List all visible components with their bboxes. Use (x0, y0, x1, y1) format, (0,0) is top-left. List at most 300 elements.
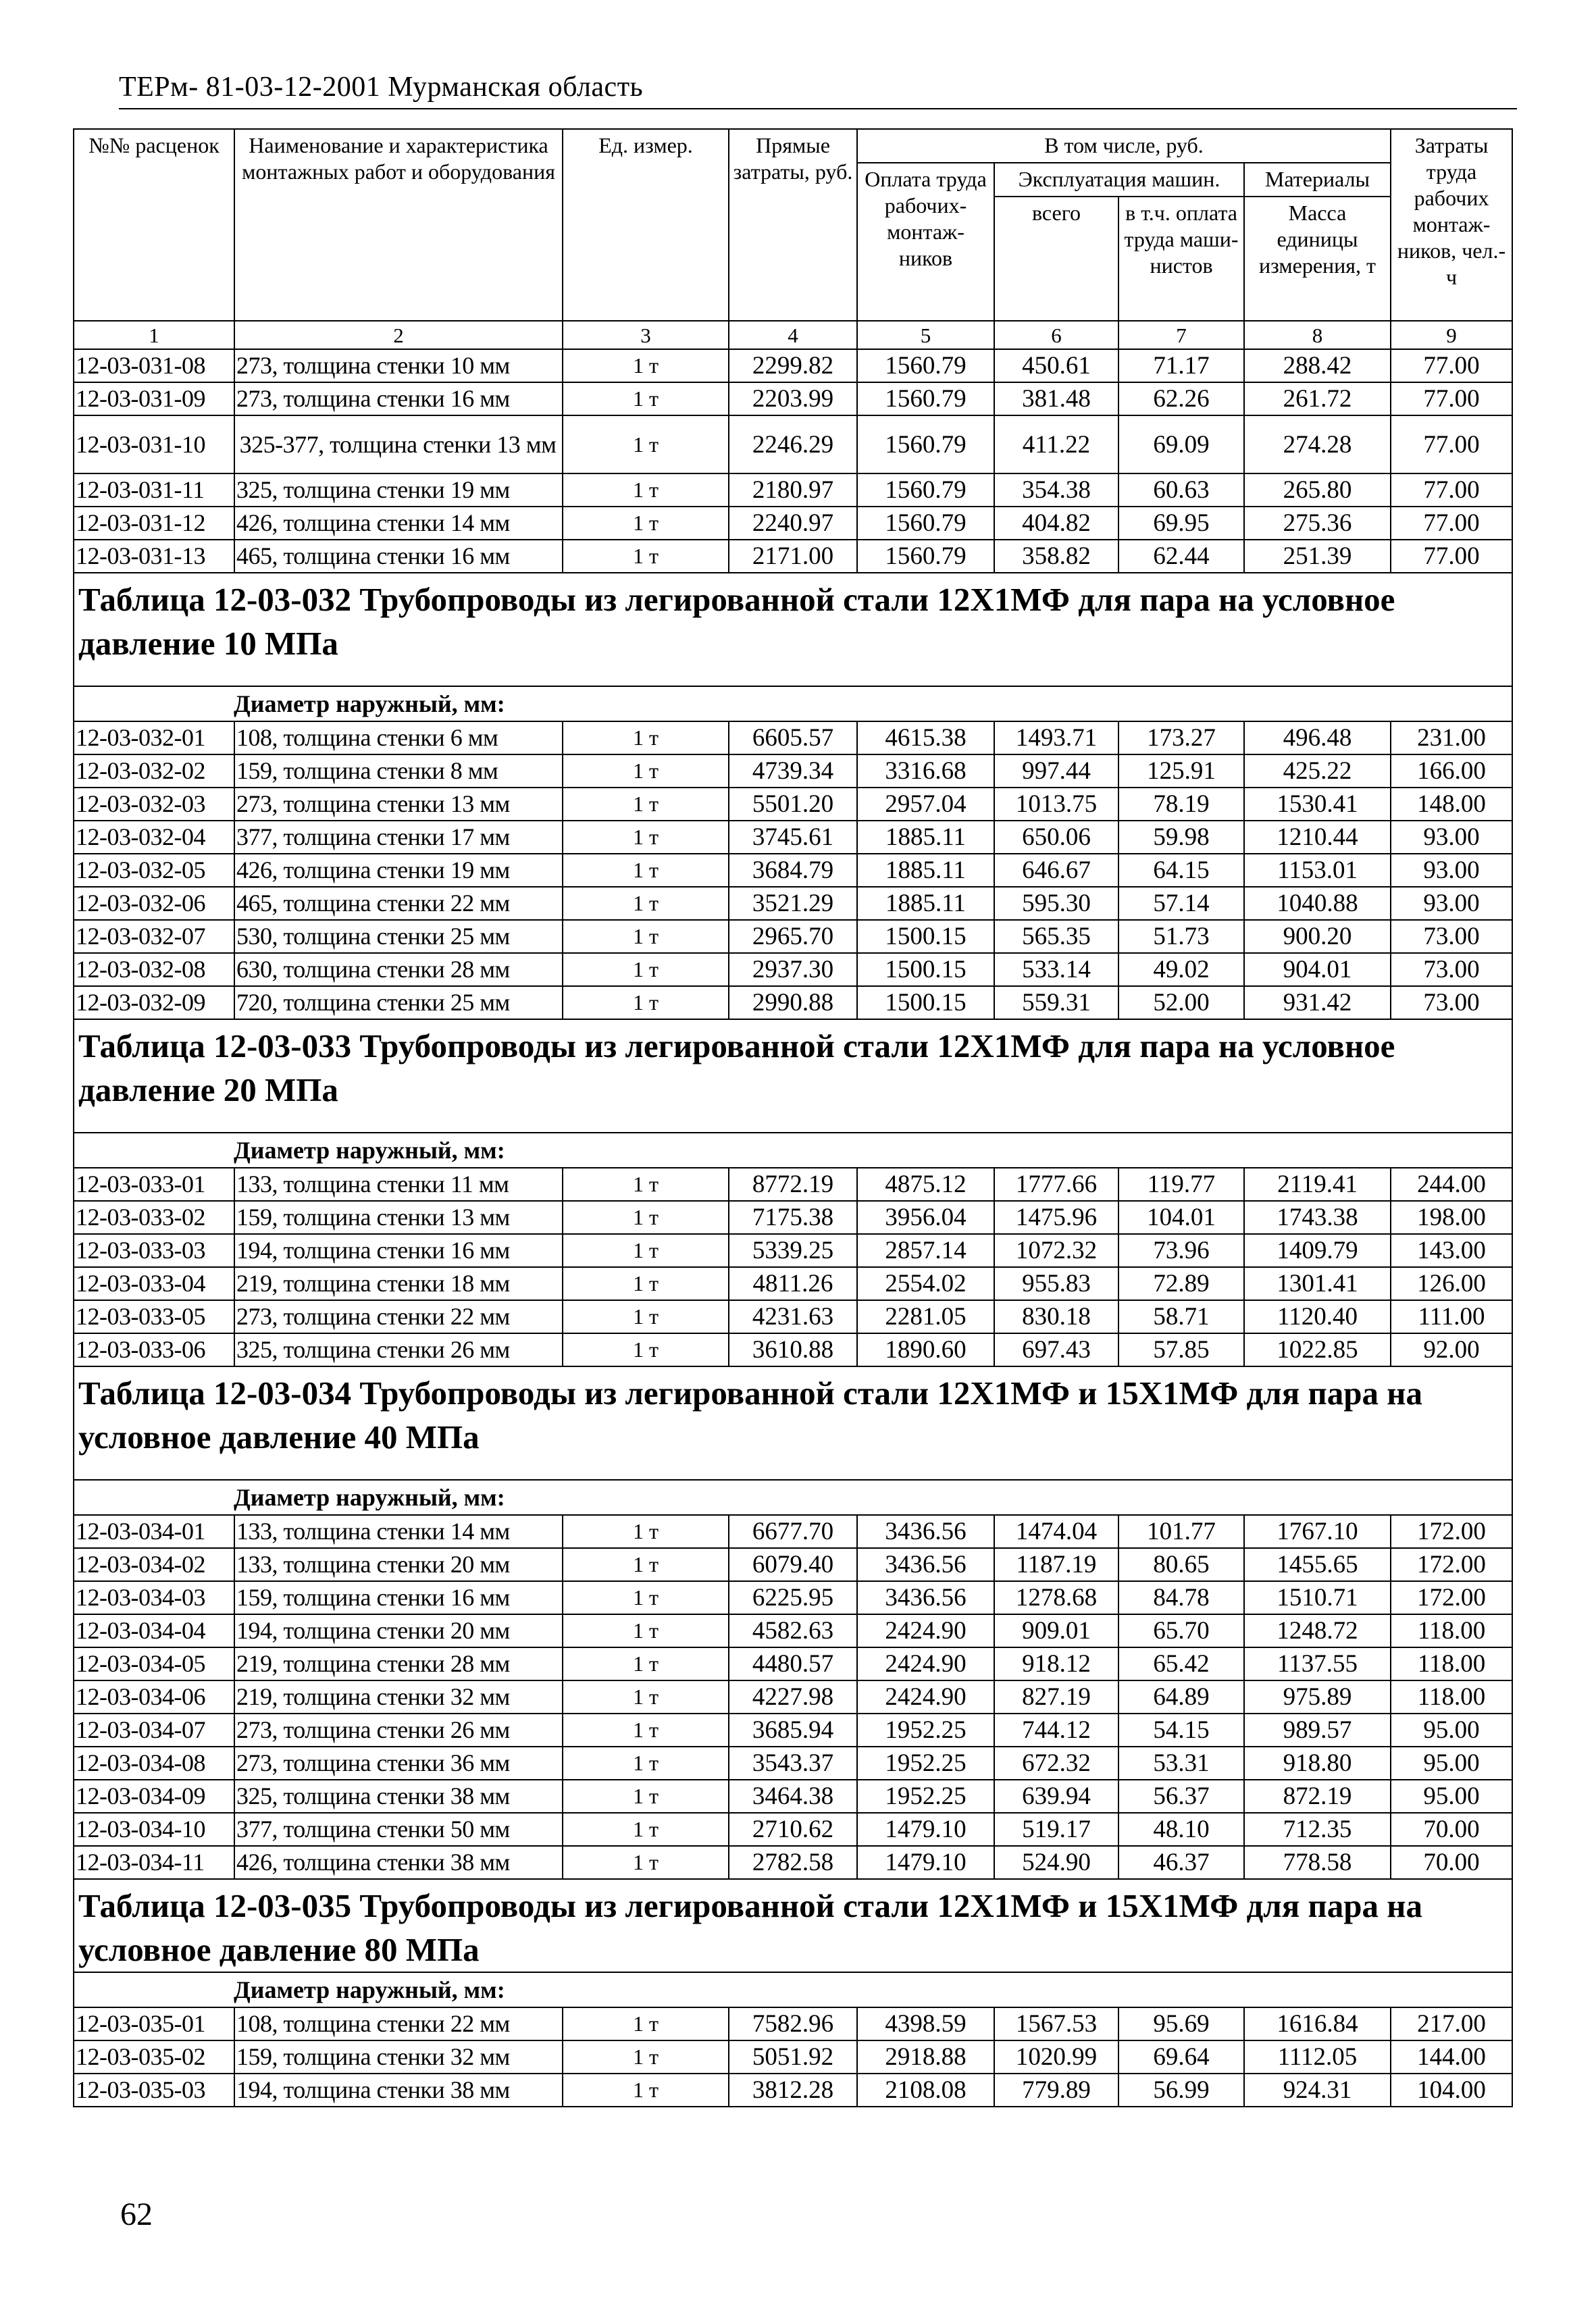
machinists-pay: 60.63 (1118, 473, 1244, 507)
labor-pay: 3316.68 (857, 754, 994, 788)
table-row (74, 721, 1512, 754)
labor-pay: 1560.79 (857, 473, 994, 507)
rate-code: 12-03-032-05 (74, 854, 234, 887)
machinists-pay: 73.96 (1118, 1234, 1244, 1267)
materials-cost: 274.28 (1244, 415, 1391, 473)
column-number: 3 (563, 321, 729, 349)
labor-hours: 118.00 (1391, 1647, 1512, 1680)
materials-cost: 1616.84 (1244, 2007, 1391, 2040)
labor-hours: 244.00 (1391, 1168, 1512, 1201)
labor-pay: 1952.25 (857, 1714, 994, 1747)
rate-code: 12-03-031-08 (74, 349, 234, 382)
unit-of-measure: 1 т (563, 721, 729, 754)
labor-hours: 77.00 (1391, 507, 1512, 540)
machinists-pay: 101.77 (1118, 1515, 1244, 1548)
unit-of-measure: 1 т (563, 473, 729, 507)
machine-operation-total: 672.32 (994, 1747, 1118, 1780)
direct-costs: 3610.88 (729, 1333, 857, 1366)
materials-cost: 975.89 (1244, 1680, 1391, 1714)
direct-costs: 4231.63 (729, 1300, 857, 1333)
direct-costs: 5501.20 (729, 788, 857, 821)
direct-costs: 2171.00 (729, 540, 857, 573)
machinists-pay: 57.85 (1118, 1333, 1244, 1366)
rate-code: 12-03-033-04 (74, 1267, 234, 1300)
labor-hours: 111.00 (1391, 1300, 1512, 1333)
machine-operation-total: 358.82 (994, 540, 1118, 573)
diameter-subheading-row (74, 1133, 1512, 1168)
header-materials: Материалы (1244, 163, 1391, 197)
labor-pay: 1952.25 (857, 1780, 994, 1813)
table-section-title-row (74, 1366, 1512, 1480)
rate-code: 12-03-035-02 (74, 2040, 234, 2074)
work-name: 273, толщина стенки 10 мм (234, 349, 563, 382)
table-row (74, 1747, 1512, 1780)
direct-costs: 4582.63 (729, 1614, 857, 1647)
unit-of-measure: 1 т (563, 754, 729, 788)
materials-cost: 1120.40 (1244, 1300, 1391, 1333)
labor-hours: 144.00 (1391, 2040, 1512, 2074)
direct-costs: 4811.26 (729, 1267, 857, 1300)
materials-cost: 496.48 (1244, 721, 1391, 754)
machine-operation-total: 697.43 (994, 1333, 1118, 1366)
machinists-pay: 65.42 (1118, 1647, 1244, 1680)
unit-of-measure: 1 т (563, 1168, 729, 1201)
rate-code: 12-03-034-01 (74, 1515, 234, 1548)
direct-costs: 5051.92 (729, 2040, 857, 2074)
labor-pay: 1885.11 (857, 887, 994, 920)
unit-of-measure: 1 т (563, 1680, 729, 1714)
rate-code: 12-03-032-04 (74, 821, 234, 854)
work-name: 325, толщина стенки 38 мм (234, 1780, 563, 1813)
materials-cost: 989.57 (1244, 1714, 1391, 1747)
header-code: №№ расценок (74, 129, 234, 321)
labor-pay: 4875.12 (857, 1168, 994, 1201)
work-name: 273, толщина стенки 22 мм (234, 1300, 563, 1333)
machine-operation-total: 381.48 (994, 382, 1118, 415)
direct-costs: 3745.61 (729, 821, 857, 854)
column-number: 7 (1118, 321, 1244, 349)
unit-of-measure: 1 т (563, 1300, 729, 1333)
labor-pay: 1560.79 (857, 349, 994, 382)
machine-operation-total: 650.06 (994, 821, 1118, 854)
table-row (74, 953, 1512, 986)
direct-costs: 6079.40 (729, 1548, 857, 1581)
unit-of-measure: 1 т (563, 1780, 729, 1813)
machinists-pay: 48.10 (1118, 1813, 1244, 1846)
labor-hours: 73.00 (1391, 953, 1512, 986)
work-name: 133, толщина стенки 11 мм (234, 1168, 563, 1201)
machine-operation-total: 997.44 (994, 754, 1118, 788)
machine-operation-total: 646.67 (994, 854, 1118, 887)
unit-of-measure: 1 т (563, 887, 729, 920)
labor-hours: 77.00 (1391, 415, 1512, 473)
work-name: 325, толщина стенки 19 мм (234, 473, 563, 507)
unit-of-measure: 1 т (563, 1747, 729, 1780)
machinists-pay: 57.14 (1118, 887, 1244, 920)
labor-hours: 77.00 (1391, 540, 1512, 573)
machinists-pay: 64.89 (1118, 1680, 1244, 1714)
labor-hours: 172.00 (1391, 1548, 1512, 1581)
work-name: 219, толщина стенки 18 мм (234, 1267, 563, 1300)
unit-of-measure: 1 т (563, 382, 729, 415)
work-name: 273, толщина стенки 13 мм (234, 788, 563, 821)
table-row (74, 540, 1512, 573)
direct-costs: 6225.95 (729, 1581, 857, 1614)
materials-cost: 918.80 (1244, 1747, 1391, 1780)
machinists-pay: 72.89 (1118, 1267, 1244, 1300)
page-number: 62 (120, 2196, 153, 2232)
materials-cost: 1530.41 (1244, 788, 1391, 821)
materials-cost: 2119.41 (1244, 1168, 1391, 1201)
rate-code: 12-03-034-03 (74, 1581, 234, 1614)
diameter-subheading: Диаметр наружный, мм: (74, 1133, 1512, 1168)
table-section-title: Таблица 12-03-033 Трубопроводы из легированной стали 12Х1МФ для пара на условное давление 20 МПа (74, 1019, 1512, 1133)
materials-cost: 1040.88 (1244, 887, 1391, 920)
machinists-pay: 46.37 (1118, 1846, 1244, 1879)
unit-of-measure: 1 т (563, 1548, 729, 1581)
machinists-pay: 59.98 (1118, 821, 1244, 854)
labor-pay: 1885.11 (857, 854, 994, 887)
materials-cost: 931.42 (1244, 986, 1391, 1019)
labor-pay: 2857.14 (857, 1234, 994, 1267)
labor-pay: 1479.10 (857, 1813, 994, 1846)
table-row (74, 854, 1512, 887)
header-machinists-pay: в т.ч. оплата труда маши-нистов (1118, 197, 1244, 321)
column-number: 1 (74, 321, 234, 349)
table-section-title-row (74, 1879, 1512, 1972)
labor-hours: 92.00 (1391, 1333, 1512, 1366)
machinists-pay: 119.77 (1118, 1168, 1244, 1201)
labor-pay: 1885.11 (857, 821, 994, 854)
work-name: 273, толщина стенки 16 мм (234, 382, 563, 415)
work-name: 108, толщина стенки 22 мм (234, 2007, 563, 2040)
header-name: Наименование и характеристика монтажных работ и оборудования (234, 129, 563, 321)
machine-operation-total: 450.61 (994, 349, 1118, 382)
diameter-subheading: Диаметр наружный, мм: (74, 1972, 1512, 2007)
direct-costs: 2180.97 (729, 473, 857, 507)
machine-operation-total: 565.35 (994, 920, 1118, 953)
labor-hours: 148.00 (1391, 788, 1512, 821)
diameter-subheading: Диаметр наружный, мм: (74, 686, 1512, 721)
rate-code: 12-03-032-07 (74, 920, 234, 953)
materials-cost: 1022.85 (1244, 1333, 1391, 1366)
machine-operation-total: 909.01 (994, 1614, 1118, 1647)
labor-hours: 70.00 (1391, 1846, 1512, 1879)
rate-code: 12-03-031-09 (74, 382, 234, 415)
direct-costs: 8772.19 (729, 1168, 857, 1201)
unit-of-measure: 1 т (563, 1333, 729, 1366)
machine-operation-total: 830.18 (994, 1300, 1118, 1333)
materials-cost: 872.19 (1244, 1780, 1391, 1813)
rate-code: 12-03-032-01 (74, 721, 234, 754)
machine-operation-total: 779.89 (994, 2074, 1118, 2107)
work-name: 273, толщина стенки 36 мм (234, 1747, 563, 1780)
unit-of-measure: 1 т (563, 2074, 729, 2107)
diameter-subheading: Диаметр наружный, мм: (74, 1480, 1512, 1515)
machinists-pay: 53.31 (1118, 1747, 1244, 1780)
direct-costs: 2246.29 (729, 415, 857, 473)
direct-costs: 2937.30 (729, 953, 857, 986)
rate-code: 12-03-033-01 (74, 1168, 234, 1201)
work-name: 426, толщина стенки 38 мм (234, 1846, 563, 1879)
direct-costs: 2203.99 (729, 382, 857, 415)
work-name: 465, толщина стенки 22 мм (234, 887, 563, 920)
labor-hours: 172.00 (1391, 1581, 1512, 1614)
machine-operation-total: 639.94 (994, 1780, 1118, 1813)
labor-hours: 70.00 (1391, 1813, 1512, 1846)
work-name: 194, толщина стенки 20 мм (234, 1614, 563, 1647)
direct-costs: 3464.38 (729, 1780, 857, 1813)
direct-costs: 2990.88 (729, 986, 857, 1019)
machinists-pay: 52.00 (1118, 986, 1244, 1019)
rate-code: 12-03-034-08 (74, 1747, 234, 1780)
labor-hours: 231.00 (1391, 721, 1512, 754)
diameter-subheading-row (74, 1480, 1512, 1515)
direct-costs: 3685.94 (729, 1714, 857, 1747)
labor-hours: 104.00 (1391, 2074, 1512, 2107)
rate-code: 12-03-031-10 (74, 415, 234, 473)
work-name: 159, толщина стенки 8 мм (234, 754, 563, 788)
work-name: 159, толщина стенки 32 мм (234, 2040, 563, 2074)
table-section-title: Таблица 12-03-035 Трубопроводы из легированной стали 12Х1МФ и 15Х1МФ для пара на условное давление 80 МПа (74, 1879, 1512, 1972)
labor-hours: 172.00 (1391, 1515, 1512, 1548)
column-number: 8 (1244, 321, 1391, 349)
unit-of-measure: 1 т (563, 953, 729, 986)
materials-cost: 1153.01 (1244, 854, 1391, 887)
table-row (74, 1813, 1512, 1846)
unit-of-measure: 1 т (563, 1515, 729, 1548)
machine-operation-total: 1493.71 (994, 721, 1118, 754)
work-name: 273, толщина стенки 26 мм (234, 1714, 563, 1747)
machinists-pay: 71.17 (1118, 349, 1244, 382)
table-row (74, 1548, 1512, 1581)
work-name: 426, толщина стенки 19 мм (234, 854, 563, 887)
labor-pay: 1500.15 (857, 986, 994, 1019)
table-row (74, 1515, 1512, 1548)
table-row (74, 1614, 1512, 1647)
materials-cost: 1137.55 (1244, 1647, 1391, 1680)
header-unit-mass: Масса единицы измерения, т (1244, 197, 1391, 321)
machinists-pay: 56.37 (1118, 1780, 1244, 1813)
machine-operation-total: 1474.04 (994, 1515, 1118, 1548)
machinists-pay: 64.15 (1118, 854, 1244, 887)
machine-operation-total: 354.38 (994, 473, 1118, 507)
materials-cost: 288.42 (1244, 349, 1391, 382)
table-section-title-row (74, 1019, 1512, 1133)
rate-code: 12-03-032-02 (74, 754, 234, 788)
work-name: 377, толщина стенки 50 мм (234, 1813, 563, 1846)
rate-code: 12-03-034-09 (74, 1780, 234, 1813)
materials-cost: 1767.10 (1244, 1515, 1391, 1548)
machine-operation-total: 519.17 (994, 1813, 1118, 1846)
unit-of-measure: 1 т (563, 1846, 729, 1879)
labor-pay: 4615.38 (857, 721, 994, 754)
diameter-subheading-row (74, 1972, 1512, 2007)
direct-costs: 4739.34 (729, 754, 857, 788)
machine-operation-total: 1278.68 (994, 1581, 1118, 1614)
labor-pay: 1500.15 (857, 920, 994, 953)
rate-code: 12-03-032-03 (74, 788, 234, 821)
materials-cost: 265.80 (1244, 473, 1391, 507)
table-row (74, 382, 1512, 415)
work-name: 194, толщина стенки 38 мм (234, 2074, 563, 2107)
table-row (74, 349, 1512, 382)
unit-of-measure: 1 т (563, 415, 729, 473)
labor-pay: 3956.04 (857, 1201, 994, 1234)
unit-of-measure: 1 т (563, 1647, 729, 1680)
labor-hours: 93.00 (1391, 854, 1512, 887)
materials-cost: 1301.41 (1244, 1267, 1391, 1300)
rate-code: 12-03-031-11 (74, 473, 234, 507)
direct-costs: 7175.38 (729, 1201, 857, 1234)
rate-code: 12-03-031-12 (74, 507, 234, 540)
header-machine-operation: Эксплуатация машин. (994, 163, 1244, 197)
materials-cost: 900.20 (1244, 920, 1391, 953)
labor-pay: 1560.79 (857, 540, 994, 573)
work-name: 465, толщина стенки 16 мм (234, 540, 563, 573)
rate-code: 12-03-034-02 (74, 1548, 234, 1581)
machinists-pay: 69.09 (1118, 415, 1244, 473)
machinists-pay: 80.65 (1118, 1548, 1244, 1581)
labor-hours: 93.00 (1391, 821, 1512, 854)
work-name: 159, толщина стенки 13 мм (234, 1201, 563, 1234)
direct-costs: 5339.25 (729, 1234, 857, 1267)
direct-costs: 7582.96 (729, 2007, 857, 2040)
materials-cost: 904.01 (1244, 953, 1391, 986)
labor-hours: 77.00 (1391, 349, 1512, 382)
rate-code: 12-03-034-11 (74, 1846, 234, 1879)
table-row (74, 1647, 1512, 1680)
labor-pay: 1560.79 (857, 415, 994, 473)
machine-operation-total: 1777.66 (994, 1168, 1118, 1201)
table-row (74, 1780, 1512, 1813)
table-row (74, 1680, 1512, 1714)
table-row (74, 1333, 1512, 1366)
unit-of-measure: 1 т (563, 920, 729, 953)
machine-operation-total: 411.22 (994, 415, 1118, 473)
machinists-pay: 51.73 (1118, 920, 1244, 953)
table-section-title-row (74, 573, 1512, 686)
table-row (74, 2007, 1512, 2040)
machine-operation-total: 1567.53 (994, 2007, 1118, 2040)
table-row (74, 920, 1512, 953)
direct-costs: 6677.70 (729, 1515, 857, 1548)
work-name: 159, толщина стенки 16 мм (234, 1581, 563, 1614)
labor-hours: 95.00 (1391, 1780, 1512, 1813)
rate-code: 12-03-032-08 (74, 953, 234, 986)
work-name: 377, толщина стенки 17 мм (234, 821, 563, 854)
header-labor-pay: Оплата труда рабочих-монтаж-ников (857, 163, 994, 321)
labor-pay: 2424.90 (857, 1680, 994, 1714)
table-row (74, 821, 1512, 854)
rate-code: 12-03-032-09 (74, 986, 234, 1019)
labor-pay: 1560.79 (857, 382, 994, 415)
machinists-pay: 104.01 (1118, 1201, 1244, 1234)
unit-of-measure: 1 т (563, 1813, 729, 1846)
labor-hours: 95.00 (1391, 1747, 1512, 1780)
labor-pay: 4398.59 (857, 2007, 994, 2040)
machine-operation-total: 404.82 (994, 507, 1118, 540)
diameter-subheading-row (74, 686, 1512, 721)
machine-operation-total: 1072.32 (994, 1234, 1118, 1267)
machine-operation-total: 955.83 (994, 1267, 1118, 1300)
rate-code: 12-03-031-13 (74, 540, 234, 573)
unit-of-measure: 1 т (563, 1581, 729, 1614)
column-number: 5 (857, 321, 994, 349)
machinists-pay: 62.44 (1118, 540, 1244, 573)
unit-of-measure: 1 т (563, 1201, 729, 1234)
column-number-row (74, 321, 1512, 349)
labor-pay: 2281.05 (857, 1300, 994, 1333)
direct-costs: 2965.70 (729, 920, 857, 953)
machinists-pay: 62.26 (1118, 382, 1244, 415)
rate-code: 12-03-033-05 (74, 1300, 234, 1333)
unit-of-measure: 1 т (563, 1614, 729, 1647)
labor-pay: 1500.15 (857, 953, 994, 986)
unit-of-measure: 1 т (563, 1234, 729, 1267)
table-row (74, 415, 1512, 473)
labor-hours: 166.00 (1391, 754, 1512, 788)
labor-hours: 73.00 (1391, 986, 1512, 1019)
direct-costs: 2240.97 (729, 507, 857, 540)
work-name: 426, толщина стенки 14 мм (234, 507, 563, 540)
work-name: 219, толщина стенки 32 мм (234, 1680, 563, 1714)
labor-pay: 2424.90 (857, 1647, 994, 1680)
labor-pay: 3436.56 (857, 1581, 994, 1614)
machine-operation-total: 559.31 (994, 986, 1118, 1019)
rate-code: 12-03-033-03 (74, 1234, 234, 1267)
unit-of-measure: 1 т (563, 540, 729, 573)
machinists-pay: 58.71 (1118, 1300, 1244, 1333)
header-unit: Ед. измер. (563, 129, 729, 321)
materials-cost: 425.22 (1244, 754, 1391, 788)
materials-cost: 1409.79 (1244, 1234, 1391, 1267)
machine-operation-total: 918.12 (994, 1647, 1118, 1680)
labor-pay: 3436.56 (857, 1548, 994, 1581)
labor-pay: 1479.10 (857, 1846, 994, 1879)
machine-operation-total: 595.30 (994, 887, 1118, 920)
rate-code: 12-03-033-02 (74, 1201, 234, 1234)
table-section-title: Таблица 12-03-032 Трубопроводы из легированной стали 12Х1МФ для пара на условное давление 10 МПа (74, 573, 1512, 686)
table-row (74, 754, 1512, 788)
materials-cost: 1210.44 (1244, 821, 1391, 854)
machinists-pay: 173.27 (1118, 721, 1244, 754)
labor-hours: 217.00 (1391, 2007, 1512, 2040)
labor-pay: 2554.02 (857, 1267, 994, 1300)
table-row (74, 2040, 1512, 2074)
labor-pay: 3436.56 (857, 1515, 994, 1548)
direct-costs: 3812.28 (729, 2074, 857, 2107)
machine-operation-total: 533.14 (994, 953, 1118, 986)
materials-cost: 778.58 (1244, 1846, 1391, 1879)
materials-cost: 1743.38 (1244, 1201, 1391, 1234)
work-name: 133, толщина стенки 14 мм (234, 1515, 563, 1548)
header-machine-total: всего (994, 197, 1118, 321)
header-direct-costs: Прямые затраты, руб. (729, 129, 857, 321)
table-row (74, 1846, 1512, 1879)
table-row (74, 1234, 1512, 1267)
table-row (74, 1201, 1512, 1234)
header-including: В том числе, руб. (857, 129, 1391, 163)
direct-costs: 2782.58 (729, 1846, 857, 1879)
rate-code: 12-03-034-05 (74, 1647, 234, 1680)
direct-costs: 2710.62 (729, 1813, 857, 1846)
labor-hours: 126.00 (1391, 1267, 1512, 1300)
table-section-title: Таблица 12-03-034 Трубопроводы из легированной стали 12Х1МФ и 15Х1МФ для пара на условное давление 40 МПа (74, 1366, 1512, 1480)
machinists-pay: 84.78 (1118, 1581, 1244, 1614)
unit-of-measure: 1 т (563, 349, 729, 382)
unit-of-measure: 1 т (563, 1267, 729, 1300)
